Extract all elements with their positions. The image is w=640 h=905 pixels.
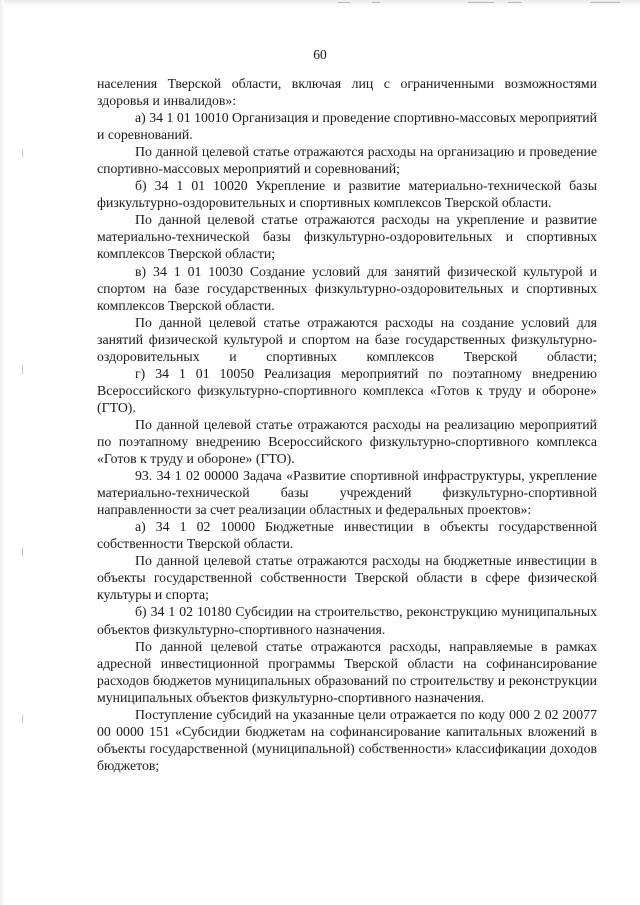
scan-artifact bbox=[22, 150, 23, 157]
paragraph: По данной целевой статье отражаются расходы на создание условий для занятий физической культурой и спортом на базе государственных физкультурно-оздоровительных и спортивных комплексов Тверской области; bbox=[97, 314, 597, 364]
paragraph: г) 34 1 01 10050 Реализация мероприятий по поэтапному внедрению Всероссийского физкультурно-спортивного комплекса «Готов к труду и обороне» (ГТО). bbox=[97, 365, 597, 415]
page-number: 60 bbox=[313, 47, 327, 62]
paragraph: в) 34 1 01 10030 Создание условий для занятий физической культурой и спортом на базе государственных физкультурно-оздоровительных и спортивных комплексов Тверской области. bbox=[97, 263, 597, 313]
paragraph: 93. 34 1 02 00000 Задача «Развитие спортивной инфраструктуры, укрепление материально-технической базы учреждений физкультурно-спортивной направленности за счет реализации областных и федеральных проектов»: bbox=[97, 468, 597, 518]
paragraph: По данной целевой статье отражаются расходы на реализацию мероприятий по поэтапному внедрению Всероссийского физкультурно-спортивного комплекса «Готов к труду и обороне» (ГТО). bbox=[97, 416, 597, 467]
paragraph: Поступление субсидий на указанные цели отражается по коду 000 2 02 20077 00 0000 151 «Субсидии бюджетам на софинансирование капитальных вложений в объекты государственной (муниципальной) собственности» классификации доходов бюджетов; bbox=[97, 706, 597, 773]
paragraph: По данной целевой статье отражаются расходы на укрепление и развитие материально-технической базы физкультурно-оздоровительных и спортивных комплексов Тверской области; bbox=[97, 212, 597, 262]
scan-artifact bbox=[22, 365, 23, 374]
paragraph: б) 34 1 02 10180 Субсидии на строительство, реконструкцию муниципальных объектов физкультурно-спортивного назначения. bbox=[97, 604, 597, 637]
paragraph: По данной целевой статье отражаются расходы на организацию и проведение спортивно-массовых мероприятий и соревнований; bbox=[97, 144, 597, 177]
paragraph: а) 34 1 01 10010 Организация и проведение спортивно-массовых мероприятий и соревнований. bbox=[97, 110, 597, 143]
scan-left-edge bbox=[0, 0, 4, 905]
paragraph: По данной целевой статье отражаются расходы на бюджетные инвестиции в объекты государственной собственности Тверской области в сфере физической культуры и спорта; bbox=[97, 553, 597, 603]
scan-top-edge bbox=[0, 0, 640, 6]
scan-artifact bbox=[22, 715, 23, 723]
scan-artifact bbox=[338, 2, 350, 3]
scan-artifact bbox=[372, 2, 380, 3]
scan-artifact bbox=[22, 548, 23, 556]
paragraph: а) 34 1 02 10000 Бюджетные инвестиции в объекты государственной собственности Тверской области. bbox=[97, 519, 597, 552]
scan-artifact bbox=[590, 2, 620, 3]
paragraph: б) 34 1 01 10020 Укрепление и развитие материально-технической базы физкультурно-оздоровительных и спортивных комплексов Тверской области. bbox=[97, 178, 597, 211]
paragraph: По данной целевой статье отражаются расходы, направляемые в рамках адресной инвестиционной программы Тверской области на софинансирование расходов бюджетов муниципальных образований по строительству и реконструкции муниципальных объектов физкультурно-спортивного назначения. bbox=[97, 638, 597, 705]
paragraph: населения Тверской области, включая лиц с ограниченными возможностями здоровья и инвалидов»: bbox=[97, 76, 597, 109]
document-body bbox=[97, 75, 597, 774]
scan-artifact bbox=[508, 2, 522, 3]
scan-artifact bbox=[468, 2, 494, 3]
